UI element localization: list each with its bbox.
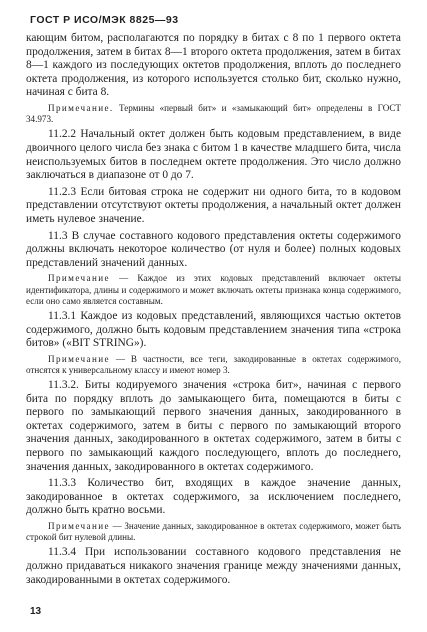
page-number: 13 (30, 606, 42, 617)
note-label: Примечание (48, 521, 110, 532)
note-label: Примечание (48, 353, 110, 364)
note-text: — Значение данных, закодированное в октетах содержимого, может быть строкой бит нулевой длины. (26, 521, 401, 543)
note-paragraph (26, 273, 401, 307)
body-paragraph: 11.2.3 Если битовая строка не содержит ни одного бита, то в кодовом представлении отсутствуют октеты продолжения, а начальный октет должен иметь нулевое значение. (26, 185, 401, 225)
note-label: Примечание (48, 273, 110, 284)
note-paragraph (26, 354, 401, 376)
note-paragraph (26, 521, 401, 543)
note-text: Термины «первый бит» и «замыкающий бит» определены в ГОСТ 34.973. (26, 102, 401, 125)
note-paragraph (26, 103, 401, 125)
document-header: ГОСТ Р ИСО/МЭК 8825—93 (30, 14, 179, 26)
body-paragraph: 11.3.2. Биты кодируемого значения «строка бит», начиная с первого бита по порядку вплоть до замыкающего бита, помещаются в биты с первого по замыкающий первого значения данных, закодированного в октетах содержимого, затем в биты с первого по замыкающий второго значения данных, закодированного в октетах содержимого, затем в биты с первого по замыкающий каждого последующего, вплоть до последнего, значения данных, закодированного в октетах содержимого. (26, 379, 401, 473)
note-text: — В частности, все теги, закодированные в октетах содержимого, отнсятся к универсальному классу и имеют номер 3. (26, 353, 401, 375)
body-paragraph: 11.3.4 При использовании составного кодового представления не должно придаваться никакого значения границе между значениями данных, закодированными в октетах содержимого. (26, 546, 401, 586)
body-paragraph: кающим битом, располагаются по порядку в битах с 8 по 1 первого октета продолжения, затем в битах 8—1 второго октета продолжения, затем в битах 8—1 каждого из последующих октетов продолжения, вплоть до последнего октета продолжения, из которого используется столько бит, сколько нужно, начиная с бита 8. (26, 32, 401, 99)
body-paragraph: 11.3.3 Количество бит, входящих в каждое значение данных, закодированное в октетах содержимого, за исключением последнего, должно быть кратно восьми. (26, 477, 401, 517)
body-paragraph: 11.3 В случае составного кодового представления октеты содержимого должны включать некоторое количество (от нуля и более) полных кодовых представлений значений данных. (26, 229, 401, 269)
note-text: — Каждое из этих кодовых представлений включает октеты идентификатора, длины и содержимого и может включать октеты признака конца содержимого, если оно само является составным. (26, 273, 401, 306)
body-text (26, 32, 401, 587)
body-paragraph: 11.2.2 Начальный октет должен быть кодовым представлением, в виде двоичного целого числа без знака с битом 1 в качестве младшего бита, числа неиспользуемых битов в последнем октете продолжения. Это число должно заключаться в диапазоне от 0 до 7. (26, 128, 401, 182)
note-label: Примечание. (48, 102, 114, 113)
body-paragraph: 11.3.1 Каждое из кодовых представлений, являющихся частью октетов содержимого, должно быть кодовым представлением значения типа «строка битов» («BIT STRING»). (26, 309, 401, 350)
